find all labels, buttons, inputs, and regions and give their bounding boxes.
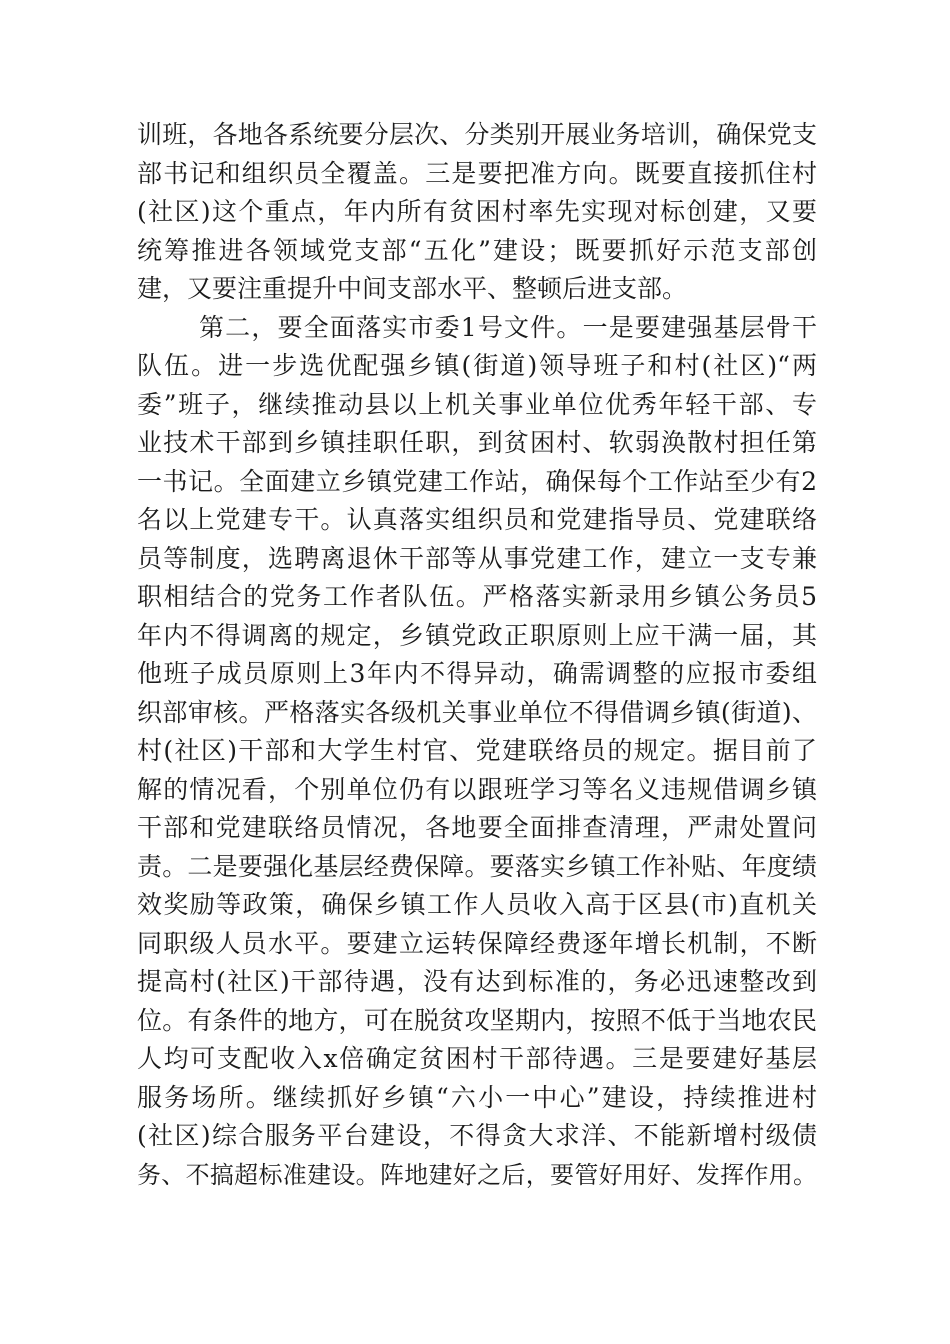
text-line: 位。有条件的地方，可在脱贫攻坚期内，按照不低于当地农民 bbox=[137, 1005, 817, 1035]
text-line: 务、不搞超标准建设。阵地建好之后，要管好用好、发挥作用。 bbox=[137, 1160, 817, 1189]
text-line: 统筹推进各领域党支部“五化”建设；既要抓好示范支部创 bbox=[137, 235, 817, 265]
text-line: 训班，各地各系统要分层次、分类别开展业务培训，确保党支 bbox=[137, 120, 817, 149]
text-line: 一书记。全面建立乡镇党建工作站，确保每个工作站至少有2 bbox=[137, 466, 817, 496]
text-line: 责。二是要强化基层经费保障。要落实乡镇工作补贴、年度绩 bbox=[137, 851, 817, 881]
text-line: 人均可支配收入x倍确定贫困村干部待遇。三是要建好基层 bbox=[137, 1044, 817, 1073]
text-line: 名以上党建专干。认真落实组织员和党建指导员、党建联络 bbox=[137, 505, 817, 534]
text-line: 业技术干部到乡镇挂职任职，到贫困村、软弱涣散村担任第 bbox=[137, 428, 817, 457]
text-line: (社区)这个重点，年内所有贫困村率先实现对标创建，又要 bbox=[137, 197, 817, 226]
text-line: 委”班子，继续推动县以上机关事业单位优秀年轻干部、专 bbox=[137, 389, 817, 419]
text-line: 部书记和组织员全覆盖。三是要把准方向。既要直接抓住村 bbox=[137, 158, 817, 188]
text-line: 同职级人员水平。要建立运转保障经费逐年增长机制，不断 bbox=[137, 928, 817, 958]
text-line: 织部审核。严格落实各级机关事业单位不得借调乡镇(街道)、 bbox=[137, 697, 817, 727]
text-line: 职相结合的党务工作者队伍。严格落实新录用乡镇公务员5 bbox=[137, 582, 817, 611]
document-body bbox=[137, 116, 817, 1194]
paragraph-start-line: 第二，要全面落实市委1号文件。一是要建强基层骨干 bbox=[199, 312, 817, 342]
text-line: 干部和党建联络员情况，各地要全面排查清理，严肃处置问 bbox=[137, 813, 817, 842]
text-line: 建，又要注重提升中间支部水平、整顿后进支部。 bbox=[137, 274, 688, 303]
text-line: 年内不得调离的规定，乡镇党政正职原则上应干满一届，其 bbox=[137, 620, 817, 650]
text-line: 他班子成员原则上3年内不得异动，确需调整的应报市委组 bbox=[137, 659, 817, 688]
text-line: 队伍。进一步选优配强乡镇(街道)领导班子和村(社区)“两 bbox=[137, 351, 817, 380]
text-line: 效奖励等政策，确保乡镇工作人员收入高于区县(市)直机关 bbox=[137, 890, 817, 919]
text-line: 村(社区)干部和大学生村官、党建联络员的规定。据目前了 bbox=[137, 736, 817, 765]
text-line: 提高村(社区)干部待遇，没有达到标准的，务必迅速整改到 bbox=[137, 967, 817, 996]
text-line: 服务场所。继续抓好乡镇“六小一中心”建设，持续推进村 bbox=[137, 1082, 817, 1112]
text-line: 解的情况看，个别单位仍有以跟班学习等名义违规借调乡镇 bbox=[137, 774, 817, 804]
text-line: (社区)综合服务平台建设，不得贪大求洋、不能新增村级债 bbox=[137, 1121, 817, 1150]
text-line: 员等制度，选聘离退休干部等从事党建工作，建立一支专兼 bbox=[137, 543, 817, 573]
